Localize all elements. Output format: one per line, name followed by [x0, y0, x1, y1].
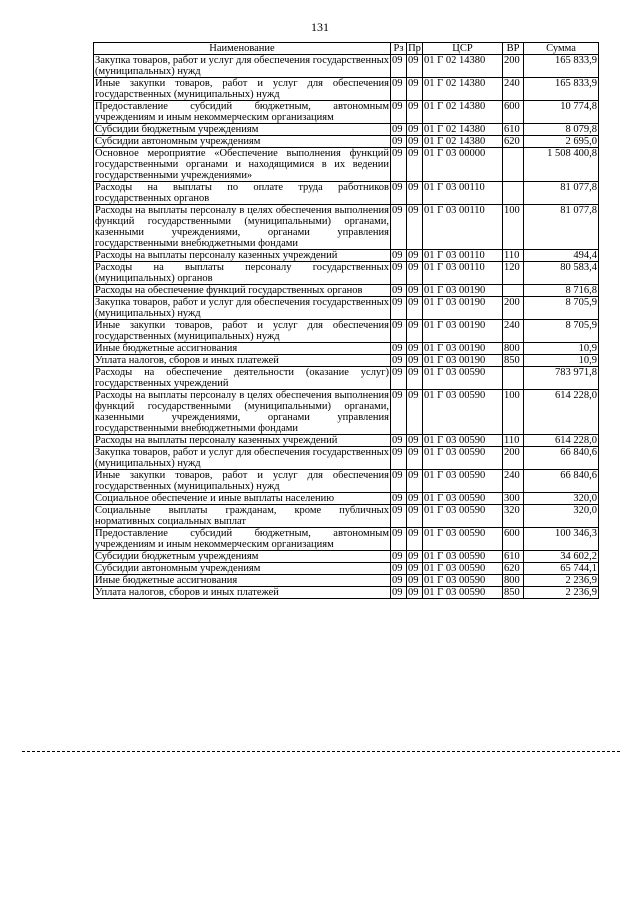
cell-sum: 783 971,8 — [524, 367, 599, 390]
cell-vr — [503, 285, 524, 297]
table-row — [94, 470, 599, 493]
cell-pr: 09 — [407, 470, 423, 493]
cell-pr: 09 — [407, 528, 423, 551]
cell-pr: 09 — [407, 148, 423, 182]
cell-csr: 01 Г 03 00110 — [423, 262, 503, 285]
cell-vr — [503, 182, 524, 205]
cell-name: Уплата налогов, сборов и иных платежей — [94, 355, 391, 367]
cell-pr: 09 — [407, 250, 423, 262]
cell-name: Расходы на выплаты персоналу государственных (муниципальных) органов — [95, 262, 389, 284]
table-row — [94, 587, 599, 599]
cell-csr: 01 Г 03 00590 — [423, 493, 503, 505]
cell-csr: 01 Г 02 14380 — [423, 55, 503, 78]
table-row — [94, 78, 599, 101]
cell-sum: 494,4 — [524, 250, 599, 262]
cell-pr: 09 — [407, 563, 423, 575]
cell-rz: 09 — [391, 78, 407, 101]
table-row — [94, 447, 599, 470]
cell-name: Расходы на выплаты по оплате труда работников государственных органов — [95, 182, 389, 204]
cell-name: Закупка товаров, работ и услуг для обеспечения государственных (муниципальных) нужд — [95, 447, 390, 469]
table-row — [94, 563, 599, 575]
cell-rz: 09 — [391, 182, 407, 205]
cell-sum: 66 840,6 — [524, 447, 599, 470]
table-row — [94, 297, 599, 320]
cell-csr: 01 Г 03 00110 — [423, 182, 503, 205]
cell-pr: 09 — [407, 343, 423, 355]
cell-vr: 110 — [503, 250, 524, 262]
cell-csr: 01 Г 03 00190 — [423, 297, 503, 320]
table-row — [94, 435, 599, 447]
cell-rz: 09 — [391, 505, 407, 528]
cell-csr: 01 Г 03 00590 — [423, 390, 503, 435]
cell-pr: 09 — [407, 367, 423, 390]
cell-rz: 09 — [391, 470, 407, 493]
table-row — [94, 136, 599, 148]
cell-name: Закупка товаров, работ и услуг для обеспечения государственных (муниципальных) нужд — [95, 55, 390, 77]
header-vr: ВР — [503, 43, 524, 55]
cell-pr: 09 — [407, 447, 423, 470]
cell-rz: 09 — [391, 390, 407, 435]
cell-csr: 01 Г 02 14380 — [423, 78, 503, 101]
cell-vr: 850 — [503, 355, 524, 367]
table-row — [94, 355, 599, 367]
cell-csr: 01 Г 03 00190 — [423, 355, 503, 367]
cell-vr: 200 — [503, 297, 524, 320]
cell-rz: 09 — [391, 551, 407, 563]
header-name: Наименование — [94, 43, 391, 55]
cell-vr: 110 — [503, 435, 524, 447]
cell-pr: 09 — [407, 493, 423, 505]
cell-csr: 01 Г 03 00590 — [423, 505, 503, 528]
cell-pr: 09 — [407, 390, 423, 435]
cell-name: Иные закупки товаров, работ и услуг для обеспечения государственных (муниципальных) нужд — [95, 470, 389, 492]
header-csr: ЦСР — [423, 43, 503, 55]
cell-csr: 01 Г 03 00590 — [423, 528, 503, 551]
cell-name: Закупка товаров, работ и услуг для обеспечения государственных (муниципальных) нужд — [95, 297, 390, 319]
cell-sum: 165 833,9 — [524, 55, 599, 78]
cell-csr: 01 Г 03 00590 — [423, 367, 503, 390]
budget-table — [93, 42, 599, 599]
cell-csr: 01 Г 03 00590 — [423, 575, 503, 587]
cell-pr: 09 — [407, 262, 423, 285]
cell-csr: 01 Г 03 00110 — [423, 205, 503, 250]
cell-name: Субсидии автономным учреждениям — [94, 136, 391, 148]
cell-vr: 200 — [503, 55, 524, 78]
cell-pr: 09 — [407, 355, 423, 367]
cell-pr: 09 — [407, 587, 423, 599]
cell-sum: 614 228,0 — [524, 435, 599, 447]
cell-rz: 09 — [391, 285, 407, 297]
cell-vr: 610 — [503, 551, 524, 563]
cell-sum: 320,0 — [524, 505, 599, 528]
table-row — [94, 551, 599, 563]
cell-name: Субсидии бюджетным учреждениям — [94, 124, 391, 136]
cell-sum: 614 228,0 — [524, 390, 599, 435]
cell-csr: 01 Г 03 00590 — [423, 563, 503, 575]
cell-vr: 600 — [503, 101, 524, 124]
cell-name: Уплата налогов, сборов и иных платежей — [94, 587, 391, 599]
table-row — [94, 250, 599, 262]
table-body — [94, 55, 599, 599]
cell-name: Расходы на выплаты персоналу в целях обеспечения выполнения функций государственными (муниципальными) органами, казенными учреждениями, органами управления государственными внебюджетными фондами — [95, 390, 389, 434]
cell-name: Расходы на обеспечение функций государственных органов — [94, 285, 391, 297]
cell-sum: 10,9 — [524, 343, 599, 355]
cell-rz: 09 — [391, 575, 407, 587]
cell-vr: 100 — [503, 390, 524, 435]
cell-vr: 120 — [503, 262, 524, 285]
cell-vr: 300 — [503, 493, 524, 505]
table-row — [94, 101, 599, 124]
cell-sum: 2 695,0 — [524, 136, 599, 148]
cell-csr: 01 Г 03 00190 — [423, 320, 503, 343]
cell-sum: 2 236,9 — [524, 575, 599, 587]
table-row — [94, 55, 599, 78]
cell-name: Субсидии бюджетным учреждениям — [94, 551, 391, 563]
table-header-row — [94, 43, 599, 55]
cell-name: Субсидии автономным учреждениям — [94, 563, 391, 575]
table-row — [94, 367, 599, 390]
cell-rz: 09 — [391, 493, 407, 505]
cell-csr: 01 Г 03 00000 — [423, 148, 503, 182]
cell-vr: 620 — [503, 136, 524, 148]
cell-csr: 01 Г 03 00590 — [423, 447, 503, 470]
cell-sum: 2 236,9 — [524, 587, 599, 599]
table-row — [94, 124, 599, 136]
table-row — [94, 285, 599, 297]
cell-sum: 320,0 — [524, 493, 599, 505]
table-row — [94, 320, 599, 343]
cell-vr: 800 — [503, 343, 524, 355]
cell-name: Расходы на выплаты персоналу казенных учреждений — [94, 250, 391, 262]
cell-rz: 09 — [391, 367, 407, 390]
cell-name: Предоставление субсидий бюджетным, автономным учреждениям и иным некоммерческим организациям — [95, 101, 389, 123]
cell-name: Расходы на обеспечение деятельности (оказание услуг) государственных учреждений — [95, 367, 389, 389]
cell-rz: 09 — [391, 250, 407, 262]
table-row — [94, 528, 599, 551]
cell-csr: 01 Г 03 00190 — [423, 343, 503, 355]
cell-csr: 01 Г 02 14380 — [423, 101, 503, 124]
table-row — [94, 343, 599, 355]
cell-name: Иные закупки товаров, работ и услуг для обеспечения государственных (муниципальных) нужд — [95, 320, 389, 342]
table-row — [94, 493, 599, 505]
cell-rz: 09 — [391, 563, 407, 575]
cell-sum: 10,9 — [524, 355, 599, 367]
table-row — [94, 262, 599, 285]
cell-rz: 09 — [391, 320, 407, 343]
cell-pr: 09 — [407, 124, 423, 136]
cell-csr: 01 Г 03 00110 — [423, 250, 503, 262]
cell-name: Иные бюджетные ассигнования — [94, 343, 391, 355]
header-pr: Пр — [408, 43, 421, 54]
cell-sum: 66 840,6 — [524, 470, 599, 493]
cell-sum: 1 508 400,8 — [524, 148, 599, 182]
cell-vr — [503, 367, 524, 390]
cell-name: Предоставление субсидий бюджетным, автономным учреждениям и иным некоммерческим организациям — [95, 528, 389, 550]
cell-vr: 200 — [503, 447, 524, 470]
cell-pr: 09 — [407, 551, 423, 563]
cell-rz: 09 — [391, 136, 407, 148]
cell-vr: 600 — [503, 528, 524, 551]
cell-vr: 100 — [503, 205, 524, 250]
cell-sum: 81 077,8 — [524, 182, 599, 205]
cell-sum: 8 079,8 — [524, 124, 599, 136]
cell-pr: 09 — [407, 205, 423, 250]
cell-rz: 09 — [391, 355, 407, 367]
page-number: 131 — [311, 20, 329, 34]
cell-name: Иные бюджетные ассигнования — [94, 575, 391, 587]
table-row — [94, 390, 599, 435]
cell-vr: 850 — [503, 587, 524, 599]
cell-rz: 09 — [391, 587, 407, 599]
cell-csr: 01 Г 03 00590 — [423, 435, 503, 447]
cell-sum: 8 705,9 — [524, 320, 599, 343]
cell-name: Основное мероприятие «Обеспечение выполнения функций государственными органами и находящимися в их ведении государственными учреждениями» — [95, 148, 389, 181]
cell-sum: 10 774,8 — [524, 101, 599, 124]
cell-sum: 81 077,8 — [524, 205, 599, 250]
cell-csr: 01 Г 03 00590 — [423, 470, 503, 493]
cell-rz: 09 — [391, 101, 407, 124]
cell-name: Расходы на выплаты персоналу в целях обеспечения выполнения функций государственными (муниципальными) органами, казенными учреждениями, органами управления государственными внебюджетными фондами — [95, 205, 389, 249]
cell-csr: 01 Г 02 14380 — [423, 136, 503, 148]
table-row — [94, 205, 599, 250]
cell-sum: 65 744,1 — [524, 563, 599, 575]
cell-vr: 320 — [503, 505, 524, 528]
cell-sum: 80 583,4 — [524, 262, 599, 285]
cell-vr — [503, 148, 524, 182]
cell-rz: 09 — [391, 262, 407, 285]
cell-vr: 610 — [503, 124, 524, 136]
cell-pr: 09 — [407, 297, 423, 320]
cell-csr: 01 Г 03 00590 — [423, 587, 503, 599]
cell-rz: 09 — [391, 297, 407, 320]
cell-vr: 800 — [503, 575, 524, 587]
cell-sum: 100 346,3 — [524, 528, 599, 551]
cell-pr: 09 — [407, 101, 423, 124]
cell-vr: 240 — [503, 78, 524, 101]
cell-name: Иные закупки товаров, работ и услуг для обеспечения государственных (муниципальных) нужд — [95, 78, 389, 100]
cell-rz: 09 — [391, 447, 407, 470]
cell-rz: 09 — [391, 343, 407, 355]
cell-sum: 8 716,8 — [524, 285, 599, 297]
header-rz: Рз — [391, 43, 407, 55]
header-sum: Сумма — [524, 43, 599, 55]
cell-sum: 34 602,2 — [524, 551, 599, 563]
cell-name: Социальное обеспечение и иные выплаты населению — [94, 493, 391, 505]
cell-pr: 09 — [407, 435, 423, 447]
cell-csr: 01 Г 03 00190 — [423, 285, 503, 297]
table-row — [94, 148, 599, 182]
table-row — [94, 575, 599, 587]
cell-pr: 09 — [407, 55, 423, 78]
cell-pr: 09 — [407, 285, 423, 297]
cell-vr: 240 — [503, 320, 524, 343]
cell-rz: 09 — [391, 124, 407, 136]
cell-rz: 09 — [391, 528, 407, 551]
cell-rz: 09 — [391, 148, 407, 182]
table-row — [94, 505, 599, 528]
cell-pr: 09 — [407, 575, 423, 587]
cell-vr: 620 — [503, 563, 524, 575]
cell-name: Расходы на выплаты персоналу казенных учреждений — [94, 435, 391, 447]
cell-rz: 09 — [391, 435, 407, 447]
page-separator — [22, 751, 620, 752]
cell-csr: 01 Г 02 14380 — [423, 124, 503, 136]
cell-rz: 09 — [391, 205, 407, 250]
cell-pr: 09 — [407, 182, 423, 205]
cell-sum: 165 833,9 — [524, 78, 599, 101]
cell-pr: 09 — [407, 505, 423, 528]
cell-vr: 240 — [503, 470, 524, 493]
cell-name: Социальные выплаты гражданам, кроме публичных нормативных социальных выплат — [95, 505, 389, 527]
cell-pr: 09 — [407, 136, 423, 148]
cell-pr: 09 — [407, 78, 423, 101]
cell-rz: 09 — [391, 55, 407, 78]
table-row — [94, 182, 599, 205]
cell-csr: 01 Г 03 00590 — [423, 551, 503, 563]
cell-pr: 09 — [407, 320, 423, 343]
cell-sum: 8 705,9 — [524, 297, 599, 320]
